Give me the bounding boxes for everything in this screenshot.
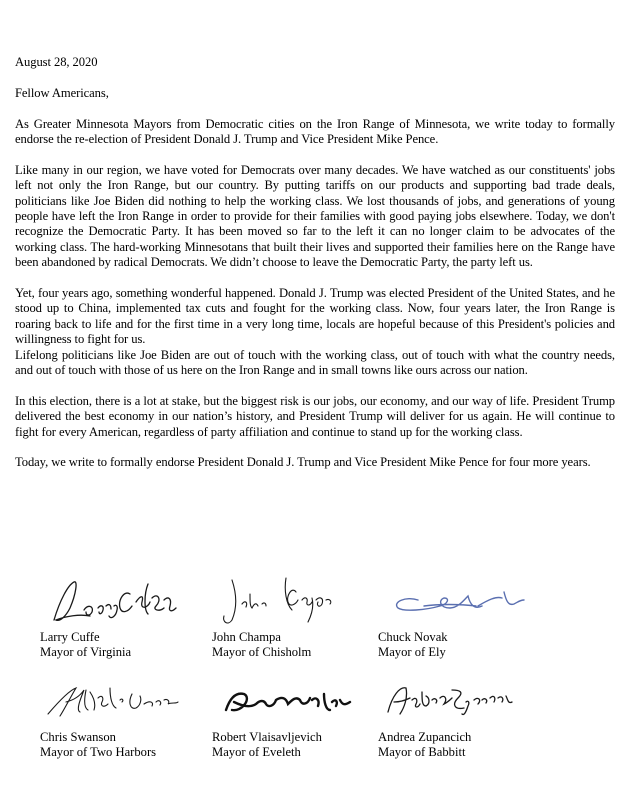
signature-cuffe [40, 570, 190, 630]
signer-block-swanson [40, 670, 210, 761]
signer-title: Mayor of Ely [378, 645, 446, 660]
signer-name: John Champa [212, 630, 281, 644]
letter-paragraph-4: Lifelong politicians like Joe Biden are out of touch with the working class, out of touch with what the country needs, and out of touch with those of us here on the Iron Range and in small towns like ours across our nation. [15, 347, 615, 378]
signer-block-cuffe [40, 570, 210, 661]
signature-swanson-stroke [48, 688, 178, 716]
signer-block-vlaisavljevich [212, 670, 382, 761]
letter-paragraph-6: Today, we write to formally endorse President Donald J. Trump and Vice President Mike Pence for four more years. [15, 455, 591, 470]
letter-paragraph-1: As Greater Minnesota Mayors from Democratic cities on the Iron Range of Minnesota, we write today to formally endorse the re-election of President Donald J. Trump and Vice President Mike Pence. [15, 116, 615, 146]
signer-title: Mayor of Chisholm [212, 645, 312, 660]
signer-name: Chris Swanson [40, 730, 116, 744]
letter-paragraph-5: In this election, there is a lot at stake, but the biggest risk is our jobs, our economy, and our way of life. President Trump delivered the best economy in our nation’s history, and President Trump will deliver for us again. He will continue to fight for every American, regardless of party affiliation and continue to stand up for the working class. [15, 393, 615, 439]
signer-name: Larry Cuffe [40, 630, 100, 644]
letter-salutation: Fellow Americans, [15, 85, 109, 100]
signer-title: Mayor of Virginia [40, 645, 132, 660]
signature-section [0, 570, 628, 790]
signer-name: Robert Vlaisavljevich [212, 730, 322, 744]
letter-body [15, 55, 615, 471]
signer-block-zupancich [378, 670, 548, 761]
signer-title: Mayor of Two Harbors [40, 745, 157, 760]
signer-title: Mayor of Eveleth [212, 745, 301, 760]
letter-paragraph-3: Yet, four years ago, something wonderful happened. Donald J. Trump was elected President of the United States, and he stood up to China, implemented tax cuts and fought for the working class. Now, four years later, the Iron Range is roaring back to life and for the first time in a very long time, locals are hopeful because of this President's policies and willingness to fight for us. [15, 286, 615, 347]
signature-novak [378, 570, 528, 630]
signature-champa-stroke [224, 578, 331, 623]
signature-swanson [40, 670, 190, 730]
signer-block-novak [378, 570, 548, 661]
letter-paragraph-2: Like many in our region, we have voted for Democrats over many decades. We have watched as our constituents' jobs left not only the Iron Range, but our country. By putting tariffs on our products and supporting bad trade deals, politicians like Joe Biden did nothing to help the working class. We lost thousands of jobs, and generations of young people have left the Iron Range in order to provide for their families with good paying jobs elsewhere. Today, we don't recognize the Democratic Party. It has been moved so far to the left it can no longer claim to be advocates of the working class. The hard-working Minnesotans that built their lives and supported their families here on the Range have been abandoned by radical Democrats. We didn’t choose to leave the Democratic Party, the party left us. [15, 162, 615, 270]
letter-date: August 28, 2020 [15, 55, 98, 69]
signature-novak-stroke [397, 592, 524, 610]
signer-title: Mayor of Babbitt [378, 745, 466, 760]
signer-name: Andrea Zupancich [378, 730, 472, 744]
signature-vlaisavljevich [212, 670, 362, 730]
signature-zupancich-stroke [388, 688, 512, 715]
signer-block-champa [212, 570, 382, 661]
signature-vlaisavljevich-stroke [226, 694, 350, 711]
signature-champa [212, 570, 362, 630]
signer-name: Chuck Novak [378, 630, 448, 644]
signature-cuffe-stroke [54, 582, 176, 621]
signature-zupancich [378, 670, 528, 730]
